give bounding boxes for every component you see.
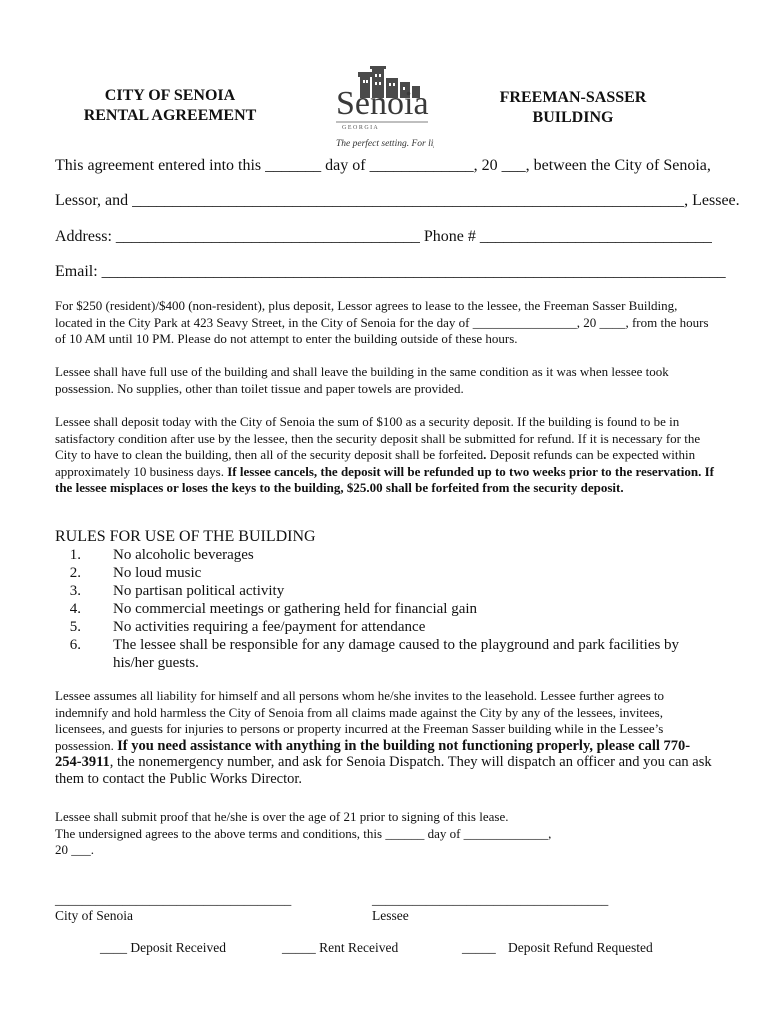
fee-paragraph: For $250 (resident)/$400 (non-resident), plus deposit, Lessor agrees to lease to the lessee, the Freeman Sasser Building, located in the City Park at 423 Seavy Street, in the City of Senoia for the day of ________________, 20 ____, from the hours of 10 AM until 10 PM. Please do not attempt to enter the building outside of these hours. [55,298,709,346]
rule-text: No commercial meetings or gathering held for financial gain [113,601,478,617]
deposit-refund-text: Deposit refunds can be expected within approximately 10 business days. [55,447,696,479]
header-right [480,88,666,128]
rule-item [55,636,715,672]
liability-paragraph [55,688,715,787]
rule-number: 2. [69,565,81,581]
header-left [60,86,280,126]
undersigned-line[interactable]: The undersigned agrees to the above terms and conditions, this ______ day of _____________, [55,825,552,841]
city-signature-line[interactable]: ___________________________________ [55,892,292,907]
header-city: CITY OF SENOIA [104,87,236,104]
lessee-signature-line[interactable]: ___________________________________ [372,892,609,907]
lessee-signature-label: Lessee [372,908,409,923]
logo-state: G E O R G I A [342,125,378,131]
rules-heading: RULES FOR USE OF THE BUILDING [55,528,316,545]
dispatch-text: , the nonemergency number, and ask for Senoia Dispatch. They will dispatch an officer and you can ask them to contact the Public Works Director. [55,754,712,787]
address-phone-line[interactable]: Address: ______________________________________ Phone # _____________________________ [55,228,712,245]
agreement-line[interactable]: This agreement entered into this _______ day of _____________, 20 ___, between the City of Senoia, [55,157,711,174]
senoia-logo [330,66,434,152]
deposit-refund-label: Deposit Refund Requested [508,940,653,955]
deposit-text: Lessee shall deposit today with the City of Senoia the sum of $100 as a security deposit. If the building is found to be in satisfactory condition after use by the lessee, then the security deposit shall be submitted for refund. If it is necessary for the City to have to clean the building, then all of the security deposit shall be forfeited [55,414,701,462]
rule-text: No alcoholic beverages [113,547,254,563]
deposit-period: . [483,447,487,462]
rules-list [55,546,715,672]
deposit-received-field[interactable]: ____ Deposit Received [100,940,226,955]
senoia-logo-graphic [330,66,434,152]
rule-item [55,546,715,564]
assistance-text: If you need assistance with anything in the building not functioning properly, please call 770-254-3911 [55,737,691,770]
rule-item [55,600,715,618]
rule-text: No activities requiring a fee/payment for attendance [113,619,426,635]
rule-text: The lessee shall be responsible for any damage caused to the playground and park facilities by his/her guests. [113,637,680,671]
use-paragraph: Lessee shall have full use of the building and shall leave the building in the same condition as it was when lessee took possession. No supplies, other than toilet tissue and paper towels are provided. [55,364,669,396]
rule-number: 1. [69,547,81,563]
lessor-line[interactable]: Lessor, and _____________________________________________________________________, Lessee. [55,192,740,209]
refund-blank[interactable]: _____ [462,940,496,955]
rule-item [55,618,715,636]
header-rental-agreement: RENTAL AGREEMENT [83,107,257,124]
deposit-paragraph [55,414,715,497]
closing-paragraph [55,809,715,859]
logo-tagline: The perfect setting. For life. [336,139,434,149]
deposit-cancel-text: If lessee cancels, the deposit will be refunded up to two weeks prior to the reservation. If the lessee misplaces or loses the keys to the building, $25.00 shall be forfeited from the security deposit. [55,463,714,495]
city-signature-label: City of Senoia [55,908,133,923]
rule-number: 5. [69,619,81,635]
rule-number: 6. [69,637,81,653]
liability-text: Lessee assumes all liability for himself and all persons whom he/she invites to the leasehold. Lessee further agrees to indemnify and hold harmless the City of Senoia from all claims made against the City by any of the lessees, invitees, licensees, and guests for injuries to persons or property incurred at the Freeman Sasser building while in the Lessee’s possession. [55,688,665,753]
age-requirement: Lessee shall submit proof that he/she is over the age of 21 prior to signing of this lease. [55,809,509,824]
rule-number: 3. [69,583,81,599]
header-building: BUILDING [532,109,614,126]
rent-received-field[interactable]: _____ Rent Received [282,940,399,955]
email-line[interactable]: Email: ______________________________________________________________________________ [55,263,726,280]
year-line[interactable]: 20 ___. [55,842,94,857]
rule-text: No partisan political activity [113,583,285,599]
header-freeman-sasser: FREEMAN-SASSER [499,89,647,106]
rule-item [55,582,715,600]
rule-text: No loud music [113,565,202,581]
logo-wordmark: Senoia [336,85,429,122]
rule-item [55,564,715,582]
rule-number: 4. [69,601,81,617]
